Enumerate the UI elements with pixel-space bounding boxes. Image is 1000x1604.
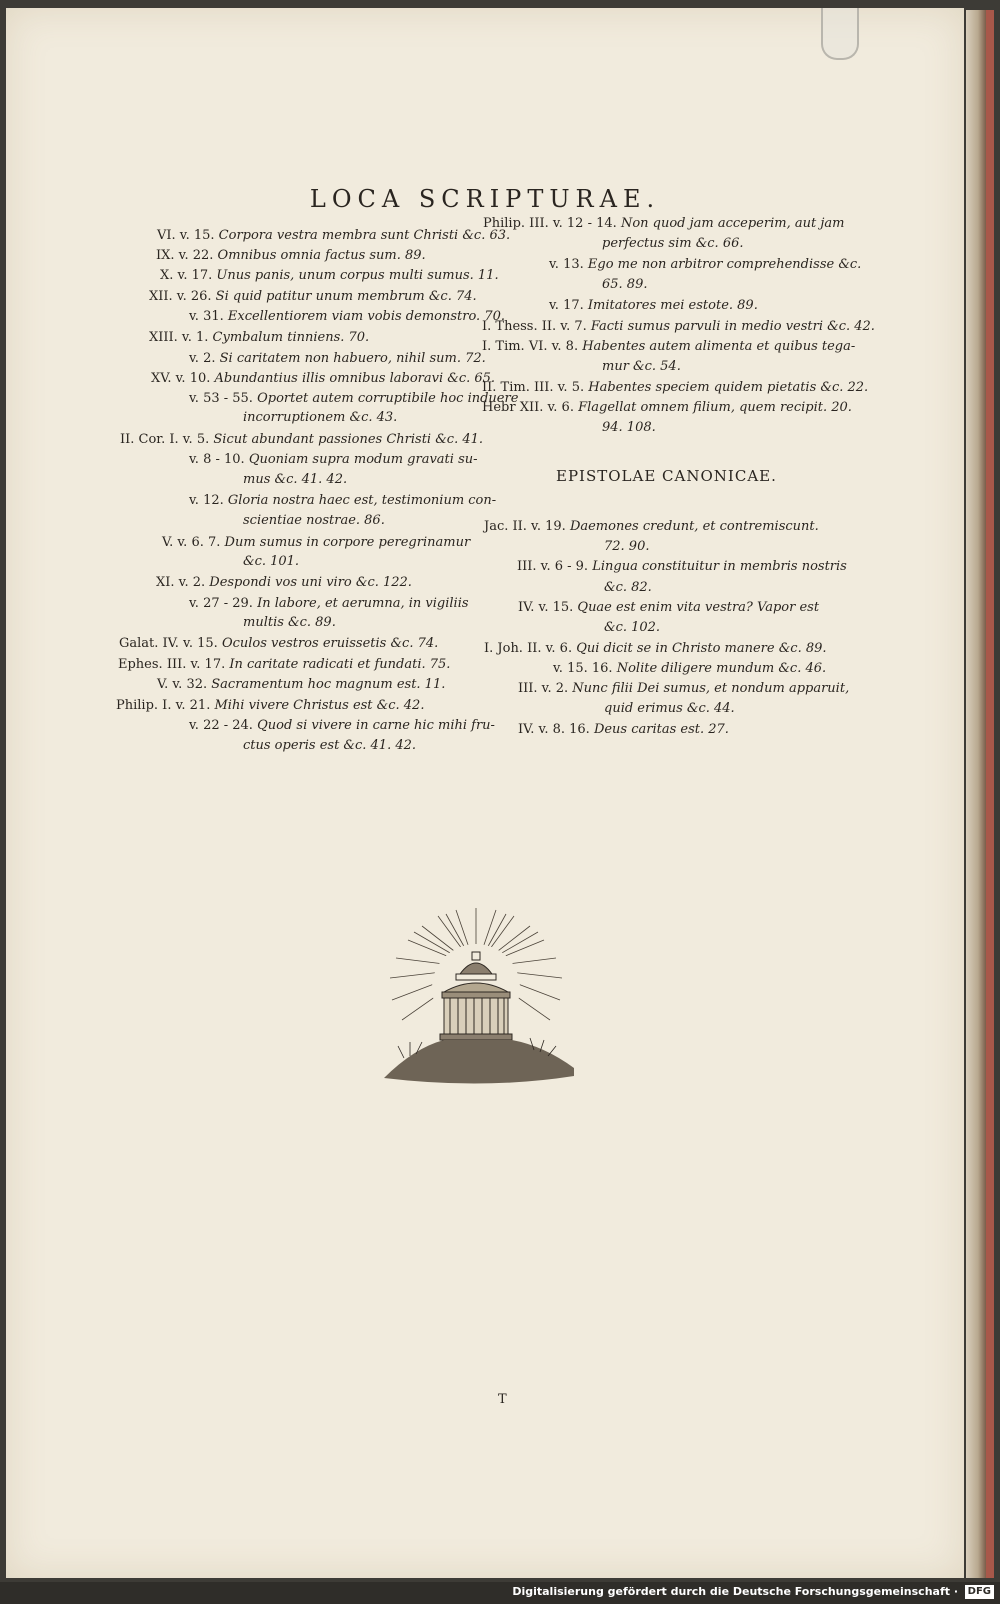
left-line: scientiae nostrae. 86. [243, 513, 385, 528]
canon-line: &c. 102. [604, 620, 661, 635]
hill [384, 1040, 574, 1084]
canon-line: quid erimus &c. 44. [604, 701, 735, 716]
right-line: Philip. III. v. 12 - 14. Non quod jam acceperim, aut jam [483, 216, 845, 231]
left-line: mus &c. 41. 42. [243, 472, 348, 487]
right-line: Hebr XII. v. 6. Flagellat omnem filium, quem recipit. 20. [482, 400, 852, 415]
left-line: Galat. IV. v. 15. Oculos vestros eruissetis &c. 74. [119, 636, 439, 651]
book-page [6, 8, 964, 1578]
left-line: XII. v. 26. Si quid patitur unum membrum &c. 74. [149, 289, 477, 304]
left-line: V. v. 6. 7. Dum sumus in corpore peregrinamur [162, 535, 471, 550]
right-line: II. Tim. III. v. 5. Habentes speciem quidem pietatis &c. 22. [482, 380, 869, 395]
canon-line: v. 15. 16. Nolite diligere mundum &c. 46. [553, 661, 827, 676]
left-line: VI. v. 15. Corpora vestra membra sunt Christi &c. 63. [157, 228, 511, 243]
left-line: XV. v. 10. Abundantius illis omnibus laboravi &c. 65. [151, 371, 496, 386]
left-line: XIII. v. 1. Cymbalum tinniens. 70. [149, 330, 370, 345]
right-line: 94. 108. [602, 420, 656, 435]
left-line: v. 8 - 10. Quoniam supra modum gravati su- [189, 452, 478, 467]
left-line: Ephes. III. v. 17. In caritate radicati et fundati. 75. [118, 657, 451, 672]
right-line: mur &c. 54. [602, 359, 681, 374]
left-line: v. 53 - 55. Oportet autem corruptibile hoc induere [189, 391, 519, 406]
left-line: II. Cor. I. v. 5. Sicut abundant passiones Christi &c. 41. [120, 432, 484, 447]
left-line: v. 31. Excellentiorem viam vobis demonstro. 70. [189, 309, 505, 324]
red-binding-edge [986, 10, 994, 1578]
left-line: v. 2. Si caritatem non habuero, nihil sum. 72. [189, 351, 486, 366]
section-heading: EPISTOLAE CANONICAE. [556, 467, 777, 485]
left-line: v. 12. Gloria nostra haec est, testimonium con- [189, 493, 497, 508]
temple-vignette [384, 908, 574, 1088]
canon-line: Jac. II. v. 19. Daemones credunt, et contremiscunt. [484, 519, 819, 534]
left-line: Philip. I. v. 21. Mihi vivere Christus est &c. 42. [116, 698, 425, 713]
canon-line: I. Joh. II. v. 6. Qui dicit se in Christo manere &c. 89. [484, 641, 827, 656]
left-line: v. 22 - 24. Quod si vivere in carne hic mihi fru- [189, 718, 495, 733]
left-line: IX. v. 22. Omnibus omnia factus sum. 89. [156, 248, 426, 263]
canon-line: III. v. 2. Nunc filii Dei sumus, et nondum apparuit, [518, 681, 850, 696]
paper-clip [821, 8, 859, 60]
canon-line: &c. 82. [604, 580, 652, 595]
page-title: LOCA SCRIPTURAE. [309, 185, 661, 213]
canon-line: IV. v. 15. Quae est enim vita vestra? Vapor est [518, 600, 820, 615]
right-line: I. Tim. VI. v. 8. Habentes autem alimenta et quibus tega- [482, 339, 856, 354]
left-line: V. v. 32. Sacramentum hoc magnum est. 11. [157, 677, 446, 692]
right-line: perfectus sim &c. 66. [602, 236, 744, 251]
canon-line: III. v. 6 - 9. Lingua constituitur in membris nostris [517, 559, 847, 574]
right-line: v. 17. Imitatores mei estote. 89. [549, 298, 758, 313]
left-line: v. 27 - 29. In labore, et aerumna, in vigiliis [189, 596, 469, 611]
left-line: multis &c. 89. [243, 615, 336, 630]
signature-mark: T [498, 1392, 507, 1407]
dfg-logo: DFG [965, 1585, 994, 1599]
canon-line: IV. v. 8. 16. Deus caritas est. 27. [518, 722, 729, 737]
page-edge [966, 10, 986, 1578]
right-line: 65. 89. [602, 277, 648, 292]
left-line: ctus operis est &c. 41. 42. [243, 738, 417, 753]
left-line: incorruptionem &c. 43. [243, 410, 398, 425]
canon-line: 72. 90. [604, 539, 650, 554]
right-line: I. Thess. II. v. 7. Facti sumus parvuli in medio vestri &c. 42. [482, 319, 875, 334]
right-line: v. 13. Ego me non arbitror comprehendisse &c. [549, 257, 862, 272]
footer-credit: Digitalisierung gefördert durch die Deutsche Forschungsgemeinschaft · [512, 1585, 958, 1598]
left-line: XI. v. 2. Despondi vos uni viro &c. 122. [156, 575, 412, 590]
left-line: X. v. 17. Unus panis, unum corpus multi sumus. 11. [160, 268, 499, 283]
left-line: &c. 101. [243, 554, 300, 569]
